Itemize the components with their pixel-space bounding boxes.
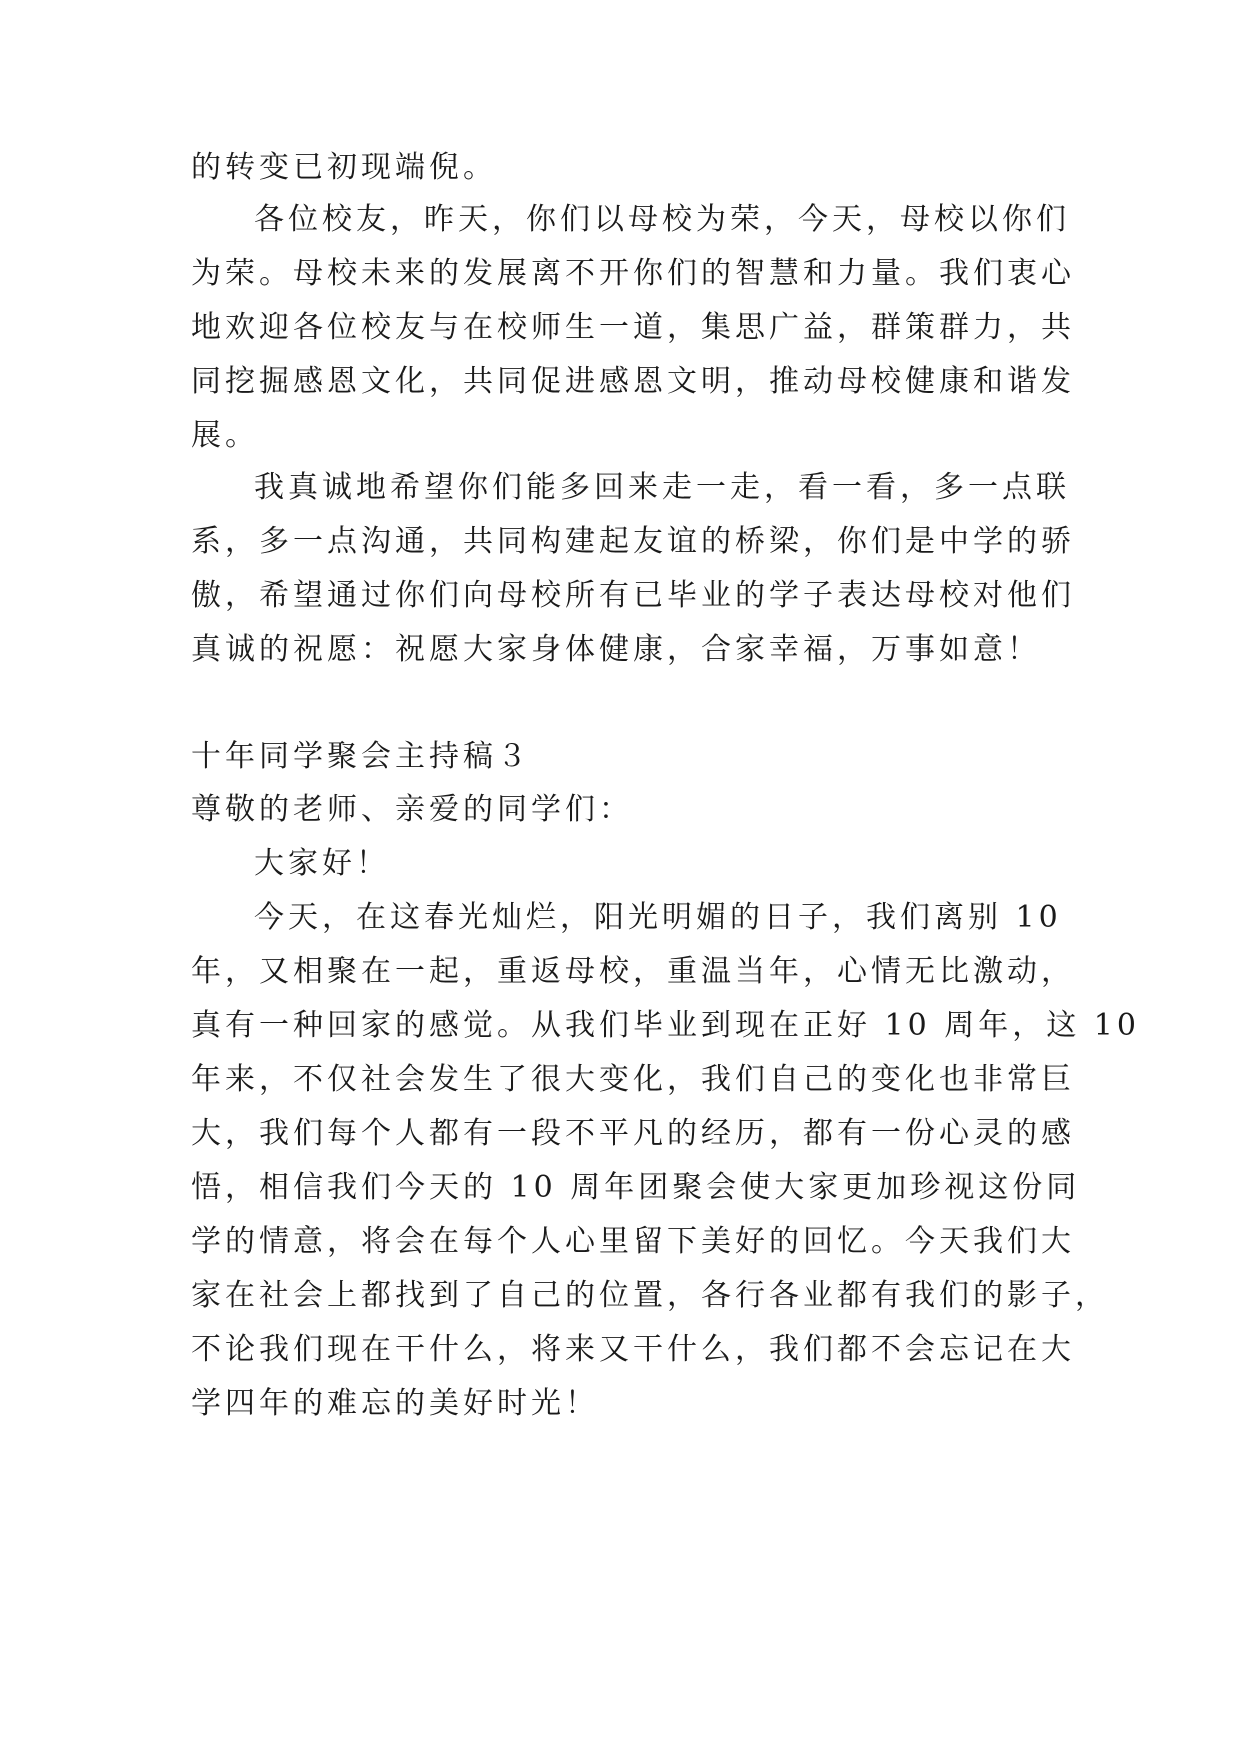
paragraph-line: 傲，希望通过你们向母校所有已毕业的学子表达母校对他们 (191, 578, 1075, 613)
paragraph-line: 为荣。母校未来的发展离不开你们的智慧和力量。我们衷心 (191, 256, 1075, 291)
paragraph-line: 家在社会上都找到了自己的位置，各行各业都有我们的影子， (191, 1278, 1109, 1313)
paragraph-line: 真诚的祝愿：祝愿大家身体健康，合家幸福，万事如意！ (191, 632, 1041, 667)
paragraph-line: 今天，在这春光灿烂，阳光明媚的日子，我们离别 10 (254, 900, 1062, 935)
paragraph-line: 年，又相聚在一起，重返母校，重温当年，心情无比激动， (191, 954, 1075, 989)
section-title: 十年同学聚会主持稿３ (191, 739, 531, 774)
paragraph-line: 展。 (191, 418, 259, 453)
paragraph-continuation: 的转变已初现端倪。 (191, 150, 497, 185)
paragraph-line: 大，我们每个人都有一段不平凡的经历，都有一份心灵的感 (191, 1116, 1075, 1151)
salutation: 尊敬的老师、亲爱的同学们： (191, 792, 633, 827)
paragraph-line: 学四年的难忘的美好时光！ (191, 1386, 599, 1421)
paragraph-line: 我真诚地希望你们能多回来走一走，看一看，多一点联 (254, 470, 1070, 505)
paragraph-line: 真有一种回家的感觉。从我们毕业到现在正好 10 周年，这 10 (191, 1008, 1140, 1043)
paragraph-line: 悟，相信我们今天的 10 周年团聚会使大家更加珍视这份同 (191, 1170, 1081, 1205)
paragraph-line: 各位校友，昨天，你们以母校为荣，今天，母校以你们 (254, 202, 1070, 237)
greeting: 大家好！ (254, 846, 390, 881)
paragraph-line: 年来，不仅社会发生了很大变化，我们自己的变化也非常巨 (191, 1062, 1075, 1097)
paragraph-line: 系，多一点沟通，共同构建起友谊的桥梁，你们是中学的骄 (191, 524, 1075, 559)
paragraph-line: 不论我们现在干什么，将来又干什么，我们都不会忘记在大 (191, 1332, 1075, 1367)
paragraph-line: 学的情意，将会在每个人心里留下美好的回忆。今天我们大 (191, 1224, 1075, 1259)
paragraph-line: 同挖掘感恩文化，共同促进感恩文明，推动母校健康和谐发 (191, 364, 1075, 399)
paragraph-line: 地欢迎各位校友与在校师生一道，集思广益，群策群力，共 (191, 310, 1075, 345)
